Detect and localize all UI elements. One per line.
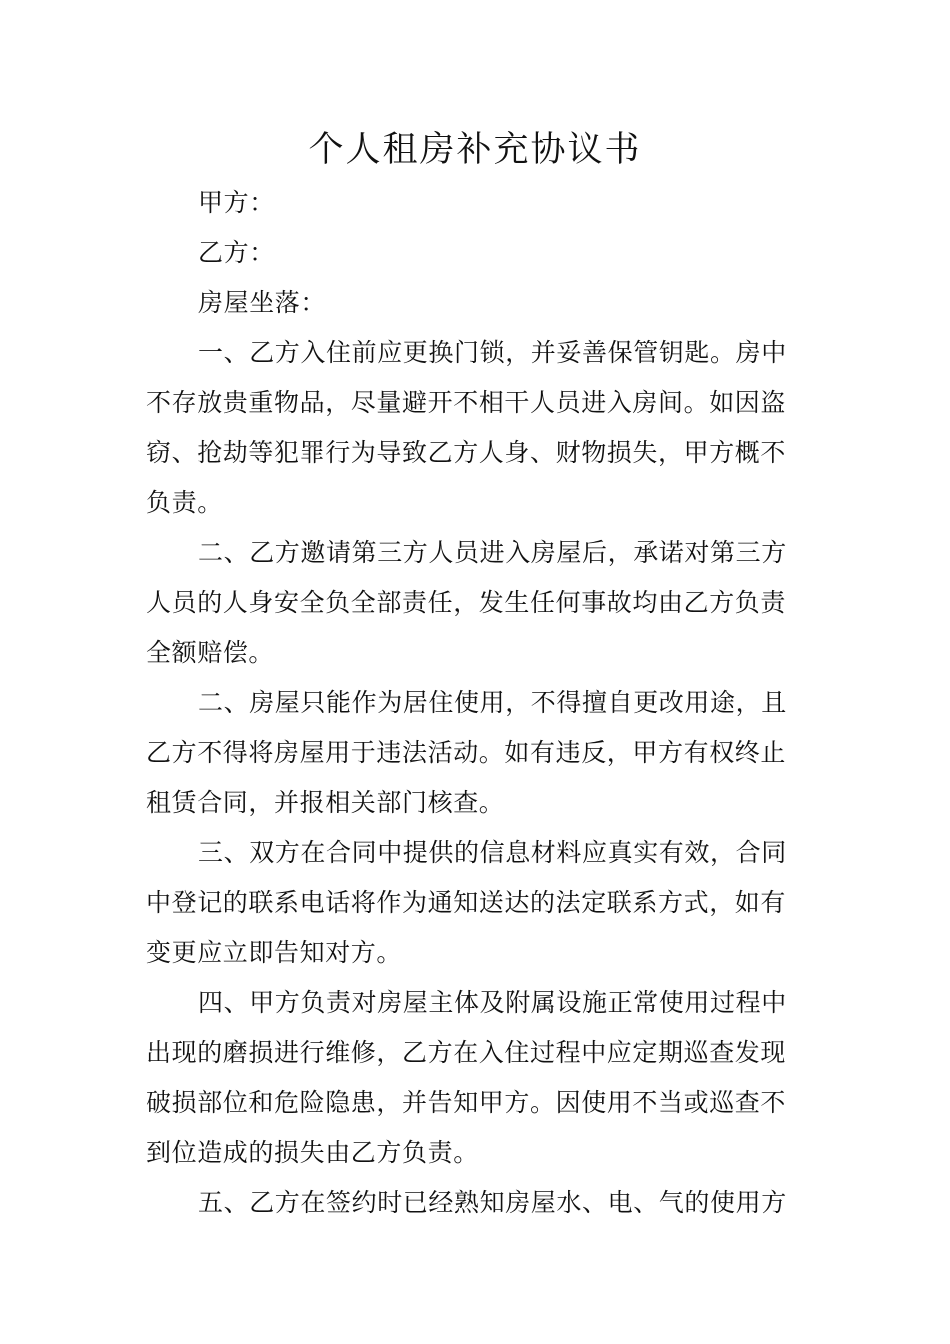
property-location-field: 房屋坐落： <box>198 288 327 317</box>
clause-4-paragraph <box>146 978 806 1178</box>
paragraph-line: 变更应立即告知对方。 <box>146 938 403 967</box>
clause-1-paragraph <box>146 328 806 528</box>
paragraph-line: 到位造成的损失由乙方负责。 <box>146 1138 479 1167</box>
paragraph-line: 五、乙方在签约时已经熟知房屋水、电、气的使用方 <box>198 1188 787 1217</box>
paragraph-line: 负责。 <box>146 488 223 517</box>
paragraph-line: 全额赔偿。 <box>146 638 275 667</box>
clause-3-paragraph <box>146 828 806 978</box>
clause-2b-paragraph <box>146 678 806 828</box>
paragraph-line: 不存放贵重物品，尽量避开不相干人员进入房间。如因盗 <box>146 388 787 417</box>
paragraph-line: 破损部位和危险隐患，并告知甲方。因使用不当或巡查不 <box>146 1088 787 1117</box>
paragraph-line: 四、甲方负责对房屋主体及附属设施正常使用过程中 <box>198 988 787 1017</box>
paragraph-line: 窃、抢劫等犯罪行为导致乙方人身、财物损失，甲方概不 <box>146 438 787 467</box>
party-a-field: 甲方： <box>198 188 275 217</box>
document-title: 个人租房补充协议书 <box>308 130 642 170</box>
paragraph-line: 一、乙方入住前应更换门锁，并妥善保管钥匙。房中 <box>198 338 787 367</box>
paragraph-line: 三、双方在合同中提供的信息材料应真实有效，合同 <box>198 838 787 867</box>
paragraph-line: 乙方不得将房屋用于违法活动。如有违反，甲方有权终止 <box>146 738 787 767</box>
clause-5-paragraph <box>146 1178 806 1228</box>
document-body <box>146 178 806 1228</box>
paragraph-line: 人员的人身安全负全部责任，发生任何事故均由乙方负责 <box>146 588 787 617</box>
party-b-field: 乙方： <box>198 238 275 267</box>
clause-2-paragraph <box>146 528 806 678</box>
paragraph-line: 二、房屋只能作为居住使用，不得擅自更改用途，且 <box>198 688 787 717</box>
paragraph-line: 中登记的联系电话将作为通知送达的法定联系方式，如有 <box>146 888 787 917</box>
paragraph-line: 租赁合同，并报相关部门核查。 <box>146 788 505 817</box>
paragraph-line: 二、乙方邀请第三方人员进入房屋后，承诺对第三方 <box>198 538 787 567</box>
paragraph-line: 出现的磨损进行维修，乙方在入住过程中应定期巡查发现 <box>146 1038 787 1067</box>
